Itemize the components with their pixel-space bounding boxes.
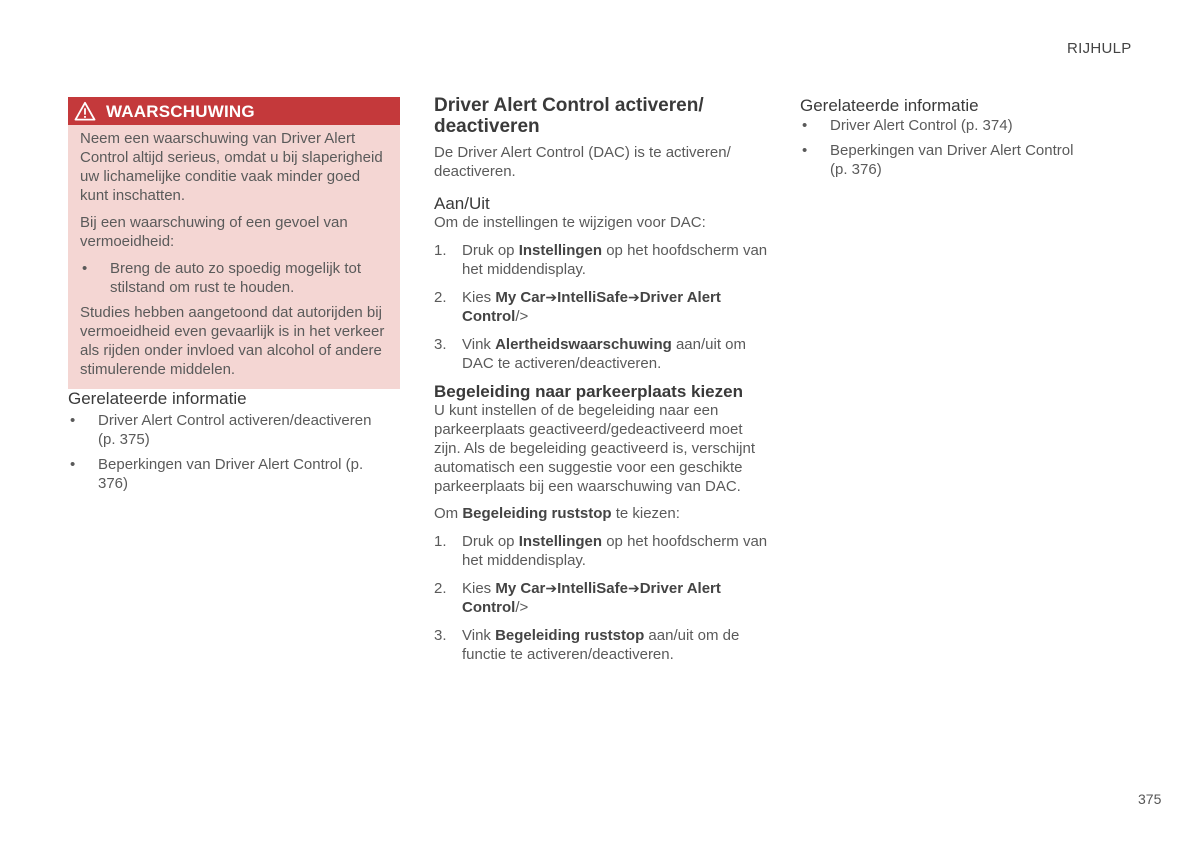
right-related-item[interactable] — [800, 141, 1090, 179]
warning-body — [68, 125, 400, 389]
section-header: RIJHULP — [1067, 40, 1132, 57]
step-number: 2. — [434, 580, 447, 597]
bullet-dot: • — [82, 260, 88, 277]
right-related-info — [800, 96, 1090, 185]
arrow-right-icon: ➔ — [627, 289, 640, 305]
steps-list-2 — [434, 532, 769, 664]
bullet-dot: • — [802, 142, 808, 159]
list-item — [434, 626, 769, 664]
list-item — [434, 532, 769, 570]
step-number: 3. — [434, 336, 447, 353]
step-number: 1. — [434, 533, 447, 550]
warning-title: WAARSCHUWING — [106, 101, 255, 121]
step-text: Kies My Car➔IntelliSafe➔Driver Alert Control/> — [462, 289, 721, 325]
step-text: Kies My Car➔IntelliSafe➔Driver Alert Control/> — [462, 580, 721, 616]
list-item — [434, 335, 769, 373]
step-number: 2. — [434, 289, 447, 306]
right-related-item[interactable] — [800, 116, 1090, 135]
left-related-item[interactable] — [68, 411, 388, 449]
step-text: Druk op Instellingen op het hoofdscherm van het middendisplay. — [462, 533, 768, 569]
warning-box — [68, 97, 400, 389]
left-related-title: Gerelateerde informatie — [68, 389, 247, 408]
step-text: Vink Begeleiding ruststop aan/uit om de functie te activeren/deactiveren. — [462, 627, 740, 663]
parking-text: U kunt instellen of de begeleiding naar een parkeerplaats geactiveerd/gedeactiveerd moet zijn. Als de begeleiding geactiveerd is, verschijnt automatisch een suggestie voor een geschikte parkeerplaats bij een waarschuwing van DAC. — [434, 402, 756, 495]
left-related-item-text[interactable]: Driver Alert Control activeren/deactiveren (p. 375) — [98, 412, 372, 448]
onoff-title: Aan/Uit — [434, 194, 490, 213]
arrow-right-icon: ➔ — [545, 289, 558, 305]
main-title: Driver Alert Control activeren/ deactiveren — [434, 95, 704, 137]
onoff-intro: Om de instellingen te wijzigen voor DAC: — [434, 214, 706, 231]
warning-header — [68, 97, 400, 125]
arrow-right-icon: ➔ — [627, 580, 640, 596]
step-text: Druk op Instellingen op het hoofdscherm van het middendisplay. — [462, 242, 768, 278]
left-related-info — [68, 389, 388, 499]
warning-para-1: Neem een waarschuwing van Driver Alert Control altijd serieus, omdat u bij slaperigheid uw lichamelijke conditie vaak minder goed kunt inschatten. — [80, 130, 383, 204]
main-column — [434, 95, 769, 673]
warning-para-3: Studies hebben aangetoond dat autorijden bij vermoeidheid even gevaarlijk is in het verkeer als rijden onder invloed van alcohol of andere stimulerende middelen. — [80, 304, 385, 378]
warning-bullet — [80, 259, 388, 297]
right-related-item-text[interactable]: Driver Alert Control (p. 374) — [830, 117, 1013, 134]
warning-para-2: Bij een waarschuwing of een gevoel van vermoeidheid: — [80, 214, 348, 250]
left-related-item-text[interactable]: Beperkingen van Driver Alert Control (p. 376) — [98, 456, 364, 492]
bullet-dot: • — [70, 412, 76, 429]
bullet-dot: • — [802, 117, 808, 134]
steps-list-1 — [434, 241, 769, 373]
left-related-item[interactable] — [68, 455, 388, 493]
bullet-dot: • — [70, 456, 76, 473]
step-number: 1. — [434, 242, 447, 259]
step-text: Vink Alertheidswaarschuwing aan/uit om DAC te activeren/deactiveren. — [462, 336, 747, 372]
warning-bullet-text: Breng de auto zo spoedig mogelijk tot stilstand om rust te houden. — [110, 260, 361, 296]
list-item — [434, 579, 769, 617]
warning-triangle-icon — [74, 101, 96, 121]
list-item — [434, 241, 769, 279]
parking-title: Begeleiding naar parkeerplaats kiezen — [434, 382, 743, 401]
choose-line: Om Begeleiding ruststop te kiezen: — [434, 505, 680, 522]
arrow-right-icon: ➔ — [545, 580, 558, 596]
page-number: 375 — [1138, 791, 1162, 807]
main-intro: De Driver Alert Control (DAC) is te activeren/ deactiveren. — [434, 144, 731, 180]
right-related-title: Gerelateerde informatie — [800, 96, 979, 115]
right-related-item-text[interactable]: Beperkingen van Driver Alert Control (p. 376) — [830, 142, 1074, 178]
step-number: 3. — [434, 627, 447, 644]
list-item — [434, 288, 769, 326]
